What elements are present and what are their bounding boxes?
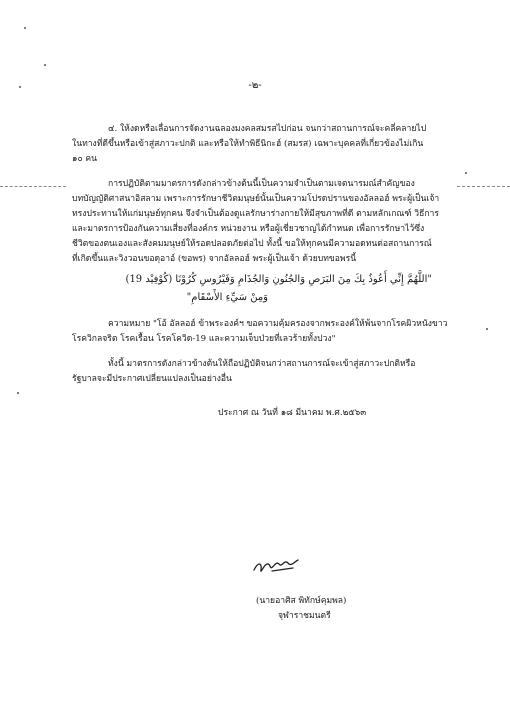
body-line-1: การปฏิบัติตามมาตรการดังกล่าวข้างต้นนี้เป็นความจำเป็นตามเจตนารมณ์สำคัญของ [108, 179, 415, 189]
dua-arabic-line-1: "اللَّهُمَّ إِنِّي أَعُوذُ بِكَ مِنَ البَرَصِ وَالجُنُونِ وَالجُذَامِ وَفَيْرُوسِ كُرُوْنَا (كُوْفِيْد 19) [125, 274, 432, 285]
signature [248, 550, 306, 580]
scan-speck [486, 328, 488, 330]
scan-speck [24, 27, 26, 29]
item-4-line-2: ในทางที่ดีขึ้นหรือเข้าสู่สภาวะปกติ และหรือให้ทำพิธีนิกะฮ์ (สมรส) เฉพาะบุคคลที่เกี่ยวข้องไม่เกิน [72, 139, 424, 149]
scan-speck [465, 172, 467, 174]
body-line-4: และมาตรการป้องกันความเสี่ยงที่องค์กร หน่วยงาน หรือผู้เชี่ยวชาญได้กำหนด เพื่อการรักษาไว้ซึ่ง [72, 224, 425, 234]
body-line-6: ที่เกิดขึ้นและวิงวอนขอดุอาอ์ (ขอพร) จากอัลลอฮ์ พระผู้เป็นเจ้า ด้วยบทขอพรนี้ [72, 254, 357, 264]
body-line-3: ทรงประทานให้แก่มนุษย์ทุกคน จึงจำเป็นต้องดูแลรักษาร่างกายให้มีสุขภาพที่ดี ตามหลักเกณฑ์ วิธีการ [72, 209, 439, 219]
meaning-line-2: โรควิกลจริต โรคเรื้อน โรคโควิด-19 และความเจ็บป่วยที่เลวร้ายทั้งปวง" [72, 334, 336, 344]
scan-mark-right [457, 186, 510, 187]
enforcement-line-2: รัฐบาลจะมีประกาศเปลี่ยนแปลงเป็นอย่างอื่น [72, 374, 232, 384]
scan-speck [17, 392, 19, 394]
signer-position: จุฬาราชมนตรี [278, 611, 331, 621]
meaning-line-1: ความหมาย "โอ้ อัลลอฮ์ ข้าพระองค์ฯ ขอความคุ้มครองจากพระองค์ให้พ้นจากโรคผิวหนังขาว [108, 319, 448, 329]
body-line-2: บทบัญญัติศาสนาอิสลาม เพราะการรักษาชีวิตมนุษย์นั้นเป็นความโปรดปรานของอัลลอฮ์ พระผู้เป็นเจ้า [72, 194, 440, 204]
page-number: -๒- [248, 80, 262, 91]
item-4-line-1: ๔. ให้งดหรือเลื่อนการจัดงานฉลองมงคลสมรสไปก่อน จนกว่าสถานการณ์จะคลี่คลายไป [108, 124, 427, 134]
scan-speck [44, 64, 46, 66]
signer-name: (นายอาศิส พิทักษ์คุมพล) [256, 596, 347, 606]
body-line-5: ชีวิตของตนเองและสังคมมนุษย์ให้รอดปลอดภัยต่อไป ทั้งนี้ ขอให้ทุกคนมีความอดทนต่อสถานการณ์ [72, 239, 432, 249]
item-4-line-3: ๑๐ คน [72, 154, 98, 164]
announcement-date: ประกาศ ณ วันที่ ๑๘ มีนาคม พ.ศ.๒๕๖๓ [218, 408, 367, 418]
dua-arabic-line-2: وَمِنْ سَيِّءِ الأَسْقَامِ" [186, 292, 268, 303]
enforcement-line-1: ทั้งนี้ มาตรการดังกล่าวข้างต้นให้ถือปฏิบัติจนกว่าสถานการณ์จะเข้าสู่สภาวะปกติหรือ [108, 359, 416, 369]
scan-speck [19, 86, 21, 88]
scan-mark-left [0, 186, 66, 187]
